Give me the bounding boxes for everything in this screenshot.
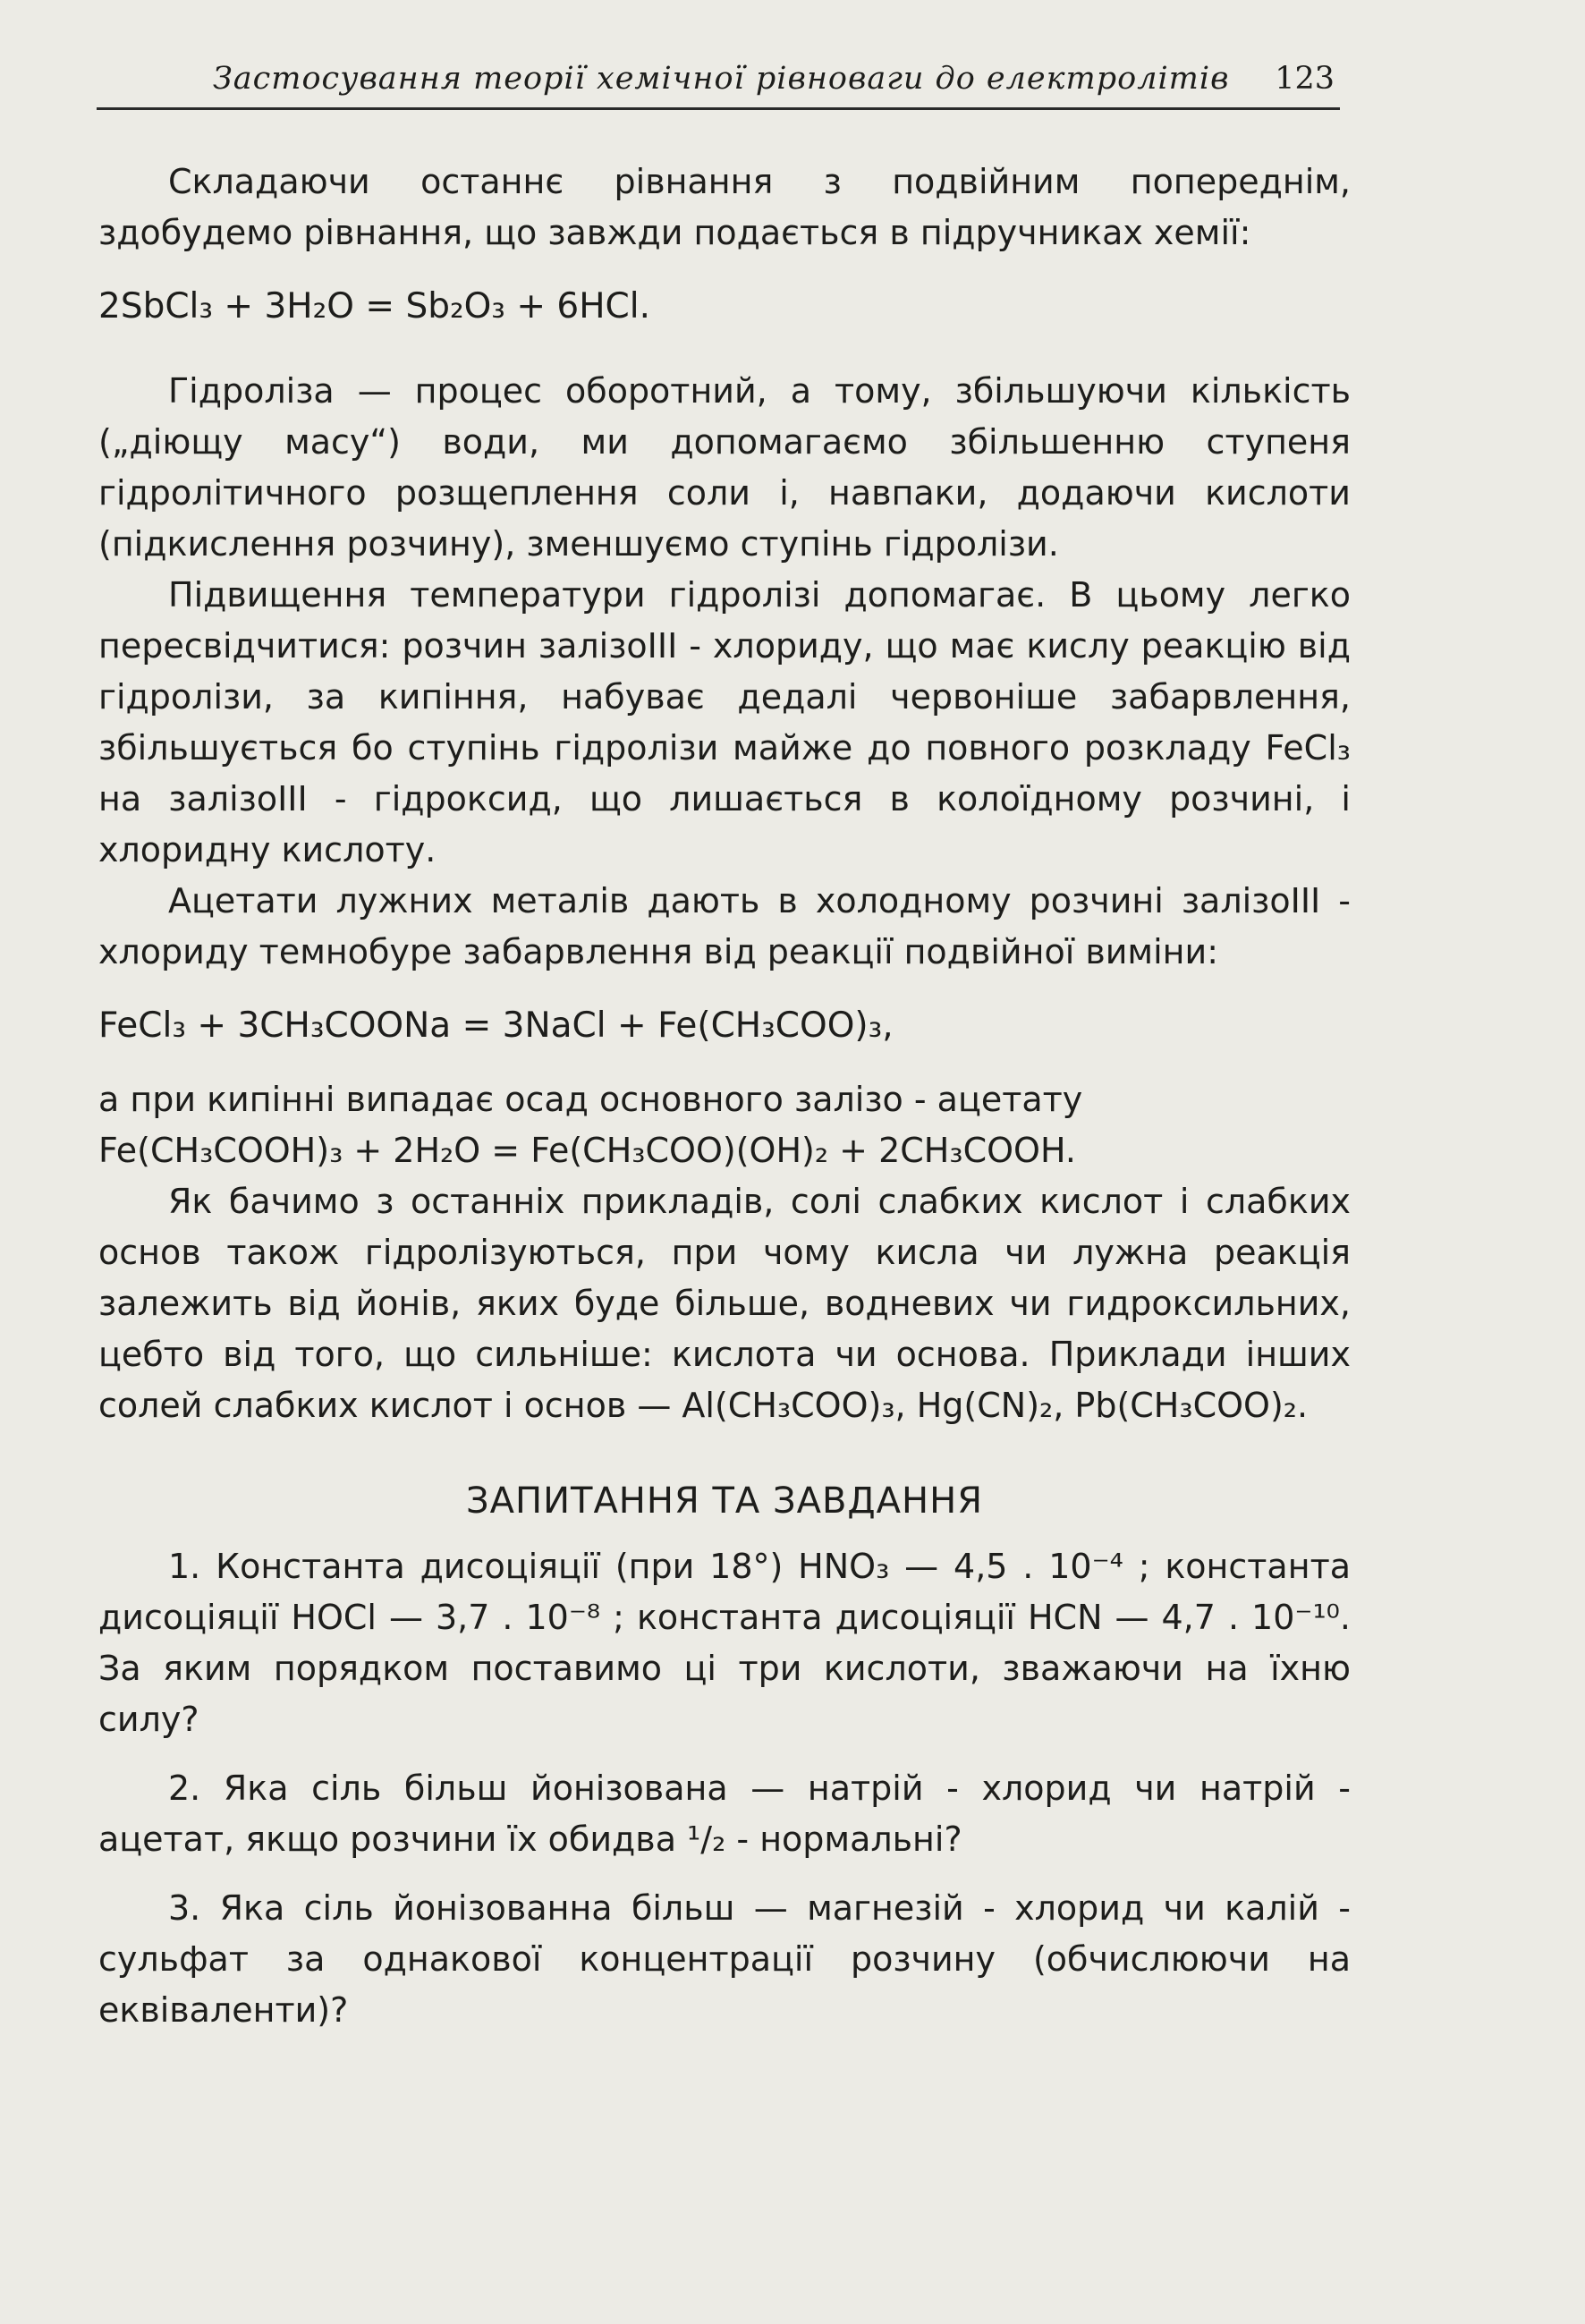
section-title: ЗАПИТАННЯ ТА ЗАВДАННЯ	[466, 1480, 983, 1522]
header-title: Застосування теорії хемічної рівноваги до електролітів	[213, 61, 1230, 97]
paragraph-hydrolysis-reversible: Гідроліза — процес оборотний, а тому, збільшуючи кількість („діющу масу“) води, ми допомагаємо збільшенню ступеня гідролітичного розщеплення соли і, навпаки, додаючи кислоти (підкислення розчину), зменшуємо ступінь гідролізи.	[98, 371, 1351, 564]
paragraph-acetates: Ацетати лужних металів дають в холодному розчині залізоIII - хлориду темнобуре забарвлення від реакції подвійної виміни:	[98, 881, 1351, 971]
page-number: 123	[1275, 61, 1335, 97]
equation-double-exchange: FeCl₃ + 3CH₃COONa = 3NaCl + Fe(CH₃COO)₃,	[98, 1005, 894, 1046]
equation-sbcl3-hydrolysis: 2SbCl₃ + 3H₂O = Sb₂O₃ + 6HCl.	[98, 286, 650, 327]
question-3: 3. Яка сіль йонізованна більш — магнезій - хлорид чи калій - сульфат за однакової концентрації розчину (обчислюючи на еквіваленти)?	[98, 1888, 1351, 2030]
equation-basic-acetate: Fe(CH₃COOH)₃ + 2H₂O = Fe(CH₃COO)(OH)₂ + 2CH₃COOH.	[98, 1131, 1076, 1170]
running-header	[97, 54, 1340, 110]
paragraph-temperature: Підвищення температури гідролізі допомагає. В цьому легко пересвідчитися: розчин залізоIII - хлориду, що має кислу реакцію від гідролізи, за кипіння, набуває дедалі червоніше забарвлення, збільшується бо ступінь гідролізи майже до повного розкладу FeCl₃ на залізоIII - гідроксид, що лишається в колоїдному розчині, і хлоридну кислоту.	[98, 575, 1351, 869]
paragraph-intro: Складаючи останнє рівнання з подвійним попереднім, здобудемо рівнання, що завжди подається в підручниках хемії:	[98, 162, 1351, 252]
main-text	[98, 157, 1351, 2054]
paragraph-boiling: а при кипінні випадає осад основного залізо - ацетату	[98, 1080, 1083, 1119]
paragraph-weak-salts: Як бачимо з останніх прикладів, солі слабких кислот і слабких основ також гідролізуються, при чому кисла чи лужна реакція залежить від йонів, яких буде більше, водневих чи гидроксильних, цебто від того, що сильніше: кислота чи основа. Приклади інших солей слабких кислот і основ — Al(CH₃COO)₃, Hg(CN)₂, Pb(CH₃COO)₂.	[98, 1182, 1351, 1425]
question-1: 1. Константа дисоціяції (при 18°) HNO₃ — 4,5 . 10⁻⁴ ; константа дисоціяції HOCl — 3,7 . 10⁻⁸ ; константа дисоціяції HCN — 4,7 . 10⁻¹⁰. За яким порядком поставимо ці три кислоти, зважаючи на їхню силу?	[98, 1547, 1351, 1739]
question-2: 2. Яка сіль більш йонізована — натрій - хлорид чи натрій - ацетат, якщо розчини їх обидва ¹/₂ - нормальні?	[98, 1768, 1351, 1859]
